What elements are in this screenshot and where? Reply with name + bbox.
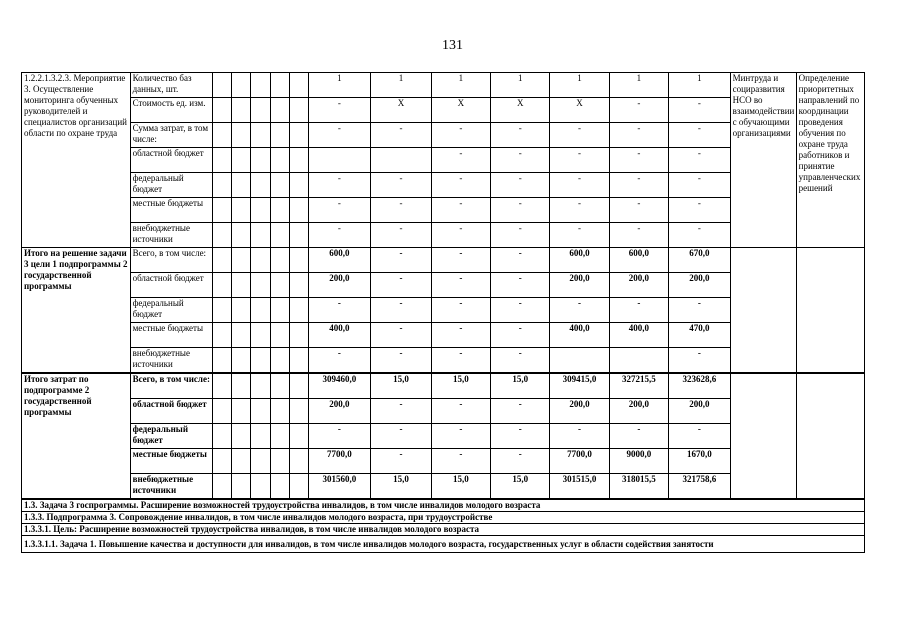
empty-cell	[251, 248, 270, 273]
value-cell: 400,0	[550, 323, 609, 348]
empty-cell	[232, 223, 251, 248]
value-cell: X	[371, 98, 431, 123]
value-cell: -	[431, 123, 490, 148]
empty-cell	[270, 474, 289, 500]
empty-cell	[232, 449, 251, 474]
value-cell: 321758,6	[669, 474, 731, 500]
value-cell: -	[669, 98, 731, 123]
value-cell	[371, 148, 431, 173]
value-cell: -	[609, 298, 668, 323]
empty-cell	[213, 373, 232, 399]
empty-cell	[232, 123, 251, 148]
value-cell: 301560,0	[308, 474, 371, 500]
value-cell: -	[550, 298, 609, 323]
empty-cell	[213, 123, 232, 148]
row-label: областной бюджет	[130, 273, 213, 298]
table-row	[22, 248, 865, 273]
empty-cell	[251, 399, 270, 424]
empty-cell	[251, 373, 270, 399]
value-cell: X	[550, 98, 609, 123]
empty-cell	[289, 323, 308, 348]
empty-cell	[213, 474, 232, 500]
value-cell: -	[371, 123, 431, 148]
value-cell: 670,0	[669, 248, 731, 273]
empty-cell	[289, 73, 308, 98]
empty-cell	[289, 148, 308, 173]
subtotal-task-title: Итого на решение задачи 3 цели 1 подпрограммы 2 государственной программы	[22, 248, 131, 374]
empty-cell	[796, 248, 864, 374]
value-cell: -	[491, 424, 550, 449]
value-cell: -	[371, 198, 431, 223]
value-cell: -	[371, 449, 431, 474]
section-heading: 1.3.3. Подпрограмма 3. Сопровождение инвалидов, в том числе инвалидов молодого возраста, при трудоустройстве	[22, 512, 865, 524]
value-cell: 400,0	[609, 323, 668, 348]
value-cell: -	[308, 98, 371, 123]
empty-cell	[232, 73, 251, 98]
row-label: областной бюджет	[130, 399, 213, 424]
value-cell: -	[491, 273, 550, 298]
value-cell: -	[550, 223, 609, 248]
empty-cell	[289, 123, 308, 148]
empty-cell	[730, 373, 796, 499]
empty-cell	[270, 98, 289, 123]
empty-cell	[213, 98, 232, 123]
value-cell: 600,0	[308, 248, 371, 273]
row-label: внебюджетные источники	[130, 348, 213, 374]
empty-cell	[232, 373, 251, 399]
value-cell: 7700,0	[308, 449, 371, 474]
value-cell: 9000,0	[609, 449, 668, 474]
empty-cell	[232, 323, 251, 348]
value-cell: -	[431, 198, 490, 223]
value-cell: -	[431, 399, 490, 424]
row-label: внебюджетные источники	[130, 223, 213, 248]
value-cell: -	[431, 323, 490, 348]
empty-cell	[270, 198, 289, 223]
value-cell	[308, 148, 371, 173]
empty-cell	[289, 248, 308, 273]
empty-cell	[251, 73, 270, 98]
empty-cell	[289, 223, 308, 248]
empty-cell	[289, 198, 308, 223]
value-cell: 1	[609, 73, 668, 98]
empty-cell	[289, 273, 308, 298]
value-cell: -	[308, 198, 371, 223]
empty-cell	[270, 373, 289, 399]
empty-cell	[251, 323, 270, 348]
empty-cell	[232, 198, 251, 223]
value-cell: -	[308, 223, 371, 248]
value-cell: -	[609, 173, 668, 198]
value-cell: 1	[550, 73, 609, 98]
empty-cell	[251, 348, 270, 374]
value-cell: -	[669, 298, 731, 323]
section-heading: 1.3.3.1. Цель: Расширение возможностей трудоустройства инвалидов, в том числе инвалидов молодого возраста	[22, 524, 865, 536]
value-cell: 470,0	[669, 323, 731, 348]
empty-cell	[232, 248, 251, 273]
empty-cell	[213, 449, 232, 474]
empty-cell	[251, 148, 270, 173]
row-label: Сумма затрат, в том числе:	[130, 123, 213, 148]
value-cell: -	[669, 173, 731, 198]
value-cell: -	[431, 248, 490, 273]
value-cell: X	[491, 98, 550, 123]
empty-cell	[270, 424, 289, 449]
value-cell: 323628,6	[669, 373, 731, 399]
program-table	[21, 72, 865, 553]
value-cell: 15,0	[371, 373, 431, 399]
value-cell: -	[371, 348, 431, 374]
value-cell: -	[431, 449, 490, 474]
subtotal-subprogram-title: Итого затрат по подпрограмме 2 государственной программы	[22, 373, 131, 499]
value-cell: 200,0	[308, 273, 371, 298]
row-label: местные бюджеты	[130, 323, 213, 348]
empty-cell	[270, 123, 289, 148]
empty-cell	[232, 424, 251, 449]
empty-cell	[270, 73, 289, 98]
value-cell: -	[431, 223, 490, 248]
value-cell: 600,0	[609, 248, 668, 273]
empty-cell	[213, 148, 232, 173]
empty-cell	[270, 223, 289, 248]
empty-cell	[213, 248, 232, 273]
value-cell: 400,0	[308, 323, 371, 348]
value-cell: -	[491, 248, 550, 273]
value-cell: -	[550, 198, 609, 223]
empty-cell	[213, 323, 232, 348]
empty-cell	[213, 399, 232, 424]
value-cell: -	[609, 223, 668, 248]
value-cell: -	[669, 348, 731, 374]
value-cell: -	[491, 298, 550, 323]
value-cell: -	[669, 198, 731, 223]
empty-cell	[289, 449, 308, 474]
empty-cell	[251, 298, 270, 323]
empty-cell	[270, 148, 289, 173]
value-cell: -	[669, 148, 731, 173]
empty-cell	[289, 348, 308, 374]
empty-cell	[232, 399, 251, 424]
empty-cell	[270, 348, 289, 374]
value-cell: -	[609, 98, 668, 123]
empty-cell	[232, 273, 251, 298]
value-cell	[550, 348, 609, 374]
value-cell: -	[669, 123, 731, 148]
empty-cell	[213, 173, 232, 198]
empty-cell	[270, 323, 289, 348]
row-label: федеральный бюджет	[130, 173, 213, 198]
empty-cell	[213, 273, 232, 298]
value-cell: 1	[431, 73, 490, 98]
value-cell: 1	[491, 73, 550, 98]
value-cell: 200,0	[550, 399, 609, 424]
value-cell: 15,0	[431, 373, 490, 399]
empty-cell	[232, 348, 251, 374]
empty-cell	[213, 223, 232, 248]
empty-cell	[251, 198, 270, 223]
value-cell: -	[431, 148, 490, 173]
value-cell: -	[491, 399, 550, 424]
value-cell: 309460,0	[308, 373, 371, 399]
value-cell: 15,0	[491, 373, 550, 399]
row-label: Всего, в том числе:	[130, 373, 213, 399]
empty-cell	[289, 98, 308, 123]
value-cell: -	[431, 173, 490, 198]
value-cell: -	[550, 424, 609, 449]
value-cell: -	[371, 323, 431, 348]
empty-cell	[270, 298, 289, 323]
empty-cell	[232, 148, 251, 173]
empty-cell	[213, 298, 232, 323]
value-cell: 15,0	[371, 474, 431, 500]
value-cell: -	[431, 298, 490, 323]
value-cell: -	[371, 248, 431, 273]
empty-cell	[270, 273, 289, 298]
value-cell: -	[491, 148, 550, 173]
value-cell: 301515,0	[550, 474, 609, 500]
value-cell: 200,0	[669, 399, 731, 424]
empty-cell	[251, 98, 270, 123]
value-cell: 318015,5	[609, 474, 668, 500]
empty-cell	[289, 298, 308, 323]
value-cell: 200,0	[550, 273, 609, 298]
value-cell: -	[371, 173, 431, 198]
row-label: федеральный бюджет	[130, 298, 213, 323]
empty-cell	[289, 399, 308, 424]
empty-cell	[232, 298, 251, 323]
value-cell: -	[669, 223, 731, 248]
page-number: 131	[442, 38, 463, 53]
value-cell: 200,0	[609, 273, 668, 298]
value-cell: 200,0	[669, 273, 731, 298]
section-heading: 1.3. Задача 3 госпрограммы. Расширение возможностей трудоустройства инвалидов, в том числе инвалидов молодого возраста	[22, 499, 865, 512]
value-cell: -	[609, 148, 668, 173]
value-cell: -	[550, 173, 609, 198]
empty-cell	[232, 173, 251, 198]
empty-cell	[289, 474, 308, 500]
empty-cell	[251, 273, 270, 298]
expected-result: Определение приоритетных направлений по координации проведения обучения по охране труда работников и принятие управленческих решений	[796, 73, 864, 248]
row-label: внебюджетные источники	[130, 474, 213, 500]
value-cell: 1	[371, 73, 431, 98]
empty-cell	[289, 424, 308, 449]
value-cell: -	[491, 123, 550, 148]
empty-cell	[270, 449, 289, 474]
value-cell: 1	[669, 73, 731, 98]
empty-cell	[213, 424, 232, 449]
value-cell: -	[491, 348, 550, 374]
value-cell: -	[308, 348, 371, 374]
value-cell: -	[371, 424, 431, 449]
value-cell: 200,0	[308, 399, 371, 424]
empty-cell	[270, 399, 289, 424]
table-row	[22, 373, 865, 399]
value-cell: -	[371, 399, 431, 424]
empty-cell	[270, 248, 289, 273]
row-label: федеральный бюджет	[130, 424, 213, 449]
value-cell: -	[491, 173, 550, 198]
value-cell: 327215,5	[609, 373, 668, 399]
value-cell: -	[308, 173, 371, 198]
value-cell: -	[491, 449, 550, 474]
empty-cell	[796, 373, 864, 499]
empty-cell	[232, 98, 251, 123]
empty-cell	[251, 223, 270, 248]
value-cell: -	[308, 424, 371, 449]
value-cell: 1670,0	[669, 449, 731, 474]
value-cell: -	[371, 298, 431, 323]
empty-cell	[251, 449, 270, 474]
row-label: Всего, в том числе:	[130, 248, 213, 273]
value-cell: -	[491, 223, 550, 248]
value-cell: -	[609, 424, 668, 449]
value-cell: 600,0	[550, 248, 609, 273]
row-label: Количество баз данных, шт.	[130, 73, 213, 98]
value-cell: -	[308, 298, 371, 323]
row-label: Стоимость ед. изм.	[130, 98, 213, 123]
value-cell: -	[550, 148, 609, 173]
value-cell: -	[609, 198, 668, 223]
executor: Минтруда и социразвития НСО во взаимодействии с обучающими организациями	[730, 73, 796, 248]
section-heading: 1.3.3.1.1. Задача 1. Повышение качества и доступности для инвалидов, в том числе инвалидов молодого возраста, государственных услуг в области содействия занятости	[22, 536, 865, 553]
value-cell: -	[308, 123, 371, 148]
value-cell	[609, 348, 668, 374]
empty-cell	[213, 348, 232, 374]
empty-cell	[251, 123, 270, 148]
empty-cell	[213, 73, 232, 98]
value-cell: -	[431, 273, 490, 298]
value-cell: 15,0	[491, 474, 550, 500]
row-label: местные бюджеты	[130, 198, 213, 223]
value-cell: 1	[308, 73, 371, 98]
empty-cell	[289, 373, 308, 399]
value-cell: 200,0	[609, 399, 668, 424]
empty-cell	[730, 248, 796, 374]
value-cell: -	[431, 424, 490, 449]
value-cell: -	[371, 223, 431, 248]
empty-cell	[251, 424, 270, 449]
empty-cell	[270, 173, 289, 198]
value-cell: -	[491, 323, 550, 348]
row-label: местные бюджеты	[130, 449, 213, 474]
empty-cell	[289, 173, 308, 198]
value-cell: -	[371, 273, 431, 298]
value-cell: -	[491, 198, 550, 223]
empty-cell	[213, 198, 232, 223]
value-cell: -	[550, 123, 609, 148]
value-cell: 15,0	[431, 474, 490, 500]
empty-cell	[232, 474, 251, 500]
value-cell: 7700,0	[550, 449, 609, 474]
value-cell: X	[431, 98, 490, 123]
value-cell: 309415,0	[550, 373, 609, 399]
value-cell: -	[669, 424, 731, 449]
empty-cell	[251, 173, 270, 198]
section-heading-row	[22, 536, 865, 553]
table-row	[22, 73, 865, 98]
section-heading-row	[22, 524, 865, 536]
value-cell: -	[609, 123, 668, 148]
section-heading-row	[22, 512, 865, 524]
value-cell: -	[431, 348, 490, 374]
empty-cell	[251, 474, 270, 500]
measure-name: 1.2.2.1.3.2.3. Мероприятие 3. Осуществление мониторинга обученных руководителей и специалистов организаций области по охране труда	[22, 73, 131, 248]
section-heading-row	[22, 499, 865, 512]
row-label: областной бюджет	[130, 148, 213, 173]
